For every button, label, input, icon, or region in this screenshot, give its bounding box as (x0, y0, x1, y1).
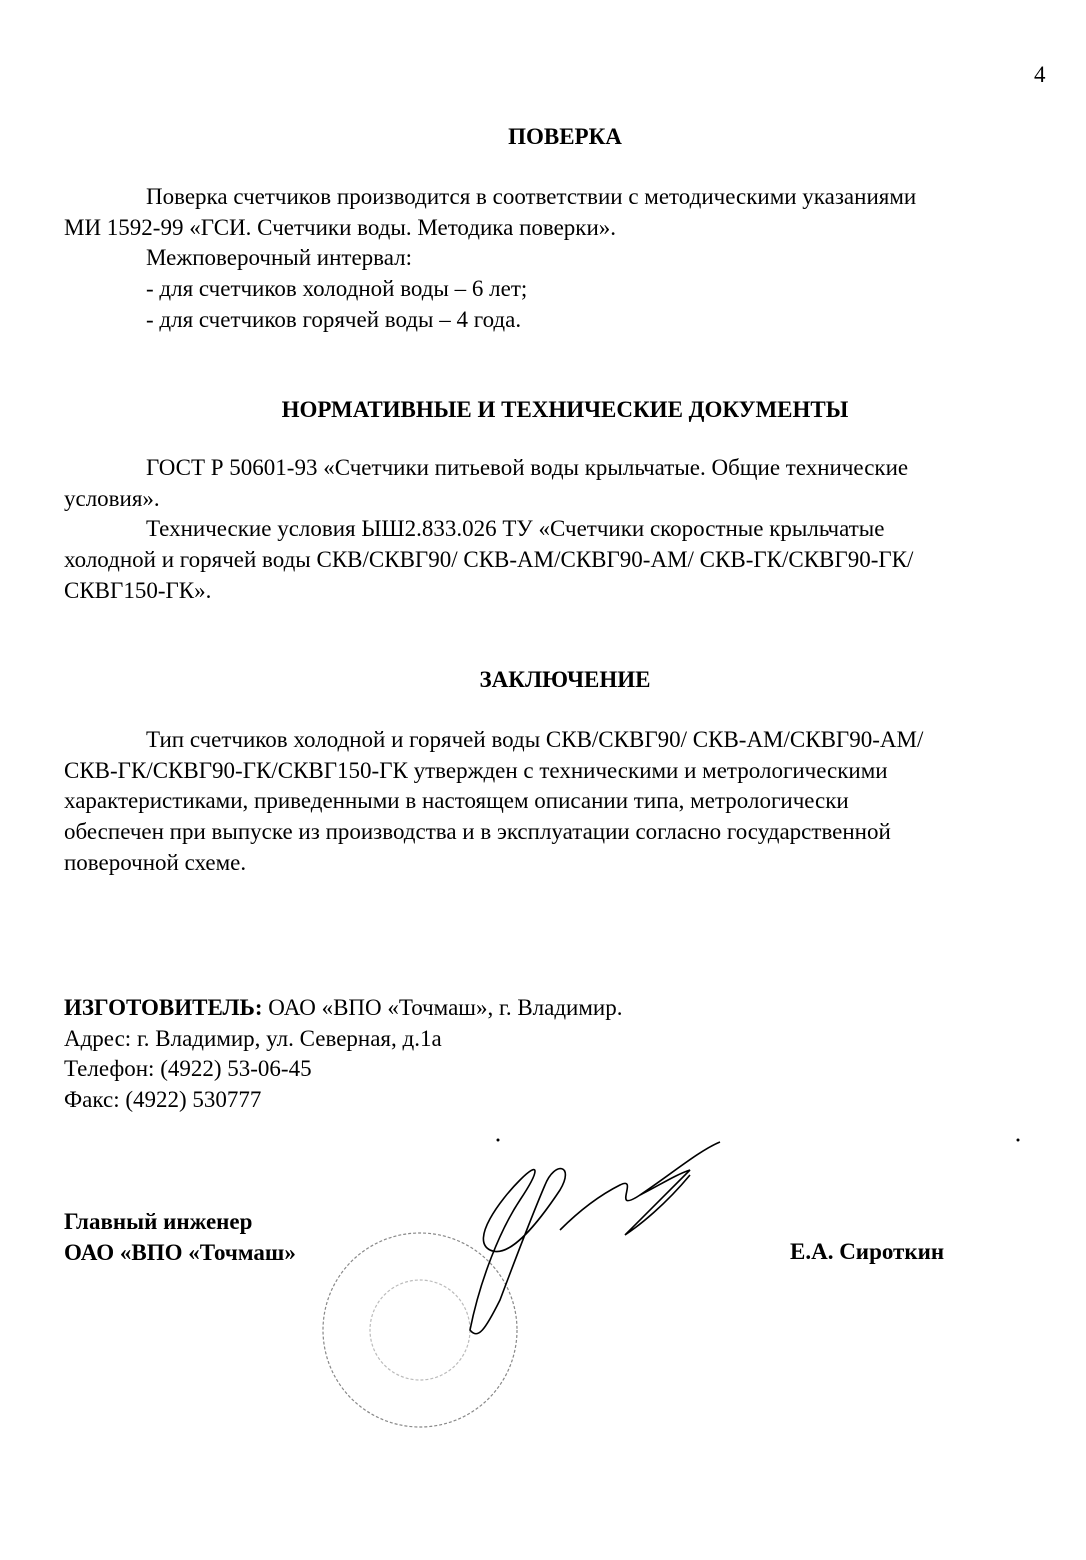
page-number: 4 (1034, 62, 1046, 87)
paragraph-line: Тип счетчиков холодной и горячей воды СКВ/СКВГ90/ СКВ-АМ/СКВГ90-АМ/ (146, 727, 924, 752)
signature-position-block (64, 1207, 296, 1268)
paragraph-line: МИ 1592-99 «ГСИ. Счетчики воды. Методика поверки». (64, 214, 617, 240)
paragraph-line: ГОСТ Р 50601-93 «Счетчики питьевой воды крыльчатые. Общие технические (146, 455, 909, 480)
heading-verification: ПОВЕРКА (508, 124, 622, 149)
paragraph-line: Технические условия ЫШ2.833.026 ТУ «Счетчики скоростные крыльчатые (146, 516, 885, 542)
handwritten-signature (470, 1142, 720, 1334)
paragraph-line: - для счетчиков горячей воды – 4 года. (146, 306, 522, 332)
manufacturer-name: ОАО «ВПО «Точмаш», г. Владимир. (262, 995, 623, 1020)
dot-mark (497, 1139, 500, 1142)
signer-position: Главный инженер (64, 1209, 253, 1234)
paragraph-line: - для счетчиков холодной воды – 6 лет; (146, 276, 528, 302)
paragraph-line: поверочной схеме. (64, 849, 247, 875)
signer-name: Е.А. Сироткин (790, 1239, 945, 1264)
signer-organization: ОАО «ВПО «Точмаш» (64, 1239, 296, 1265)
heading-conclusion: ЗАКЛЮЧЕНИЕ (479, 667, 651, 692)
manufacturer-address: Адрес: г. Владимир, ул. Северная, д.1а (64, 1025, 442, 1051)
paragraph-line: СКВ-ГК/СКВГ90-ГК/СКВГ150-ГК утвержден с техническими и метрологическими (64, 757, 888, 783)
manufacturer-fax: Факс: (4922) 530777 (64, 1087, 262, 1113)
dot-mark (1017, 1139, 1020, 1142)
heading-normative-documents: НОРМАТИВНЫЕ И ТЕХНИЧЕСКИЕ ДОКУМЕНТЫ (281, 397, 849, 422)
paragraph-line: обеспечен при выпуске из производства и в эксплуатации согласно государственной (64, 819, 891, 845)
paragraph-line: характеристиками, приведенными в настоящем описании типа, метрологически (64, 788, 849, 814)
manufacturer-phone: Телефон: (4922) 53-06-45 (64, 1056, 312, 1082)
paragraph-line: условия». (64, 485, 160, 511)
paragraph-line: Межповерочный интервал: (146, 245, 412, 271)
paragraph-line: холодной и горячей воды СКВ/СКВГ90/ СКВ-АМ/СКВГ90-АМ/ СКВ-ГК/СКВГ90-ГК/ (64, 547, 914, 573)
paragraph-line: СКВГ150-ГК». (64, 577, 212, 603)
manufacturer-label: ИЗГОТОВИТЕЛЬ: (64, 995, 263, 1020)
stamp-seal (323, 1233, 517, 1427)
paragraph-line: Поверка счетчиков производится в соответствии с методическими указаниями (146, 184, 917, 209)
